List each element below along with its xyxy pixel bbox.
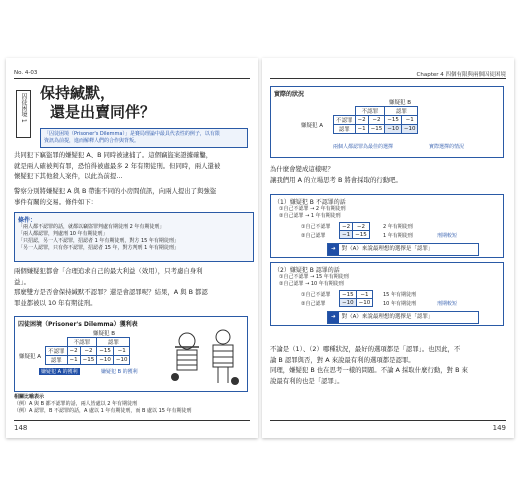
header-rule [14, 78, 250, 79]
case-2-conclusion: ➜ 對（A）來說最理想的選擇是「認罪」 [327, 311, 479, 324]
conditions-box: 條件： 「兩人都不認罪的話，就都以竊盜罪判處有期徒刑 2 年有期徒刑」 「兩人都認罪，判處刑 10 年有期徒刑」 「只招認，另一人不認罪，招認者 1 年有期徒刑，對方 15 年有期徒刑」 「另一人認罪，只有你不認罪，招認者 15 年，對方判刑 1 年有期徒刑」 [14, 212, 254, 262]
suspect-b-payoff-note: 嫌疑犯 B 的獲利 [101, 369, 138, 375]
best-choice-caption: 兩個人都認罪為最佳的選擇 [333, 144, 394, 150]
page-number: 148 [14, 424, 28, 432]
case-1-conclusion: ➜ 對（A）來說最理想的選擇是「認罪」 [327, 243, 479, 256]
payoff-figure [14, 316, 248, 392]
legend-block: 相關比喻表示 （例）A 與 B 都不認罪的話，兩人皆處以 2 年有期徒刑 （例）A 認罪，B 不認罪的話，A 處以 1 年有期徒刑，而 B 處以 15 年有期徒刑 [14, 394, 192, 414]
header-rule [270, 78, 506, 79]
actual-situation-figure [270, 86, 504, 158]
case-2-table: −15 −1 −10 −10 [339, 290, 373, 307]
conclusion-paragraph: 不論是（1）、（2）哪種狀況，最好的選項都是「認罪」。也因此，不 論 B 認罪與否，對 A 來說最有利的選項都是認罪。 同理，嫌疑犯 B 也在思考一樣的問題。不論 A 採取什麼行動，對 B 來 說最有利的也是「認罪」。 [270, 345, 468, 385]
chapter-header: Chapter 4 四個有限與兩個囚徒困境 [416, 72, 506, 78]
arrow-right-icon: ➜ [328, 244, 339, 255]
page-number-label: No. 4-03 [14, 70, 38, 76]
paragraph-2: 警察分別將嫌疑犯 A 與 B 帶進不同的小房間偵訊，向兩人提出了與強盜 事件有關的交易。條件如下： [14, 187, 217, 206]
intro-box: 「囚徒困境（Prisoner's Dilemma）」是賽局理論中最具代表性的例子，以有限 資訊為前提，進而解釋人們的合作與背叛。 [40, 128, 248, 148]
case-1-table: −2 −2 −1 −15 [339, 222, 370, 239]
suspect-a-label: 嫌疑犯 A [301, 123, 324, 129]
section-title: 實際的狀況 [274, 91, 305, 98]
side-title: 囚徒困境 1 [16, 90, 31, 138]
question-text: 為什麼會變成這樣呢？ 讓我們用 A 的立場思考 B 將會採取的行動吧。 [270, 165, 402, 184]
footer-rule [270, 420, 506, 421]
page-number: 149 [492, 424, 506, 432]
payoff-table: 不認罪 認罪 不認罪 −2 −2 −15 −1 認罪 −1 −15 −10 −10 [333, 106, 418, 134]
case-2-box: （2）嫌疑犯 B 認罪的話 ①自己不認罪 → 15 年有期徒刑 ②自己認罪 → 10 年有期徒刑 ①自己不認罪 ②自己認罪 −15 −1 −10 −10 15 年有期徒刑 10 年有期徒刑 刑期較短 ➜ 對（A）來說最理想的選擇是「認罪」 [270, 262, 504, 326]
payoff-table: 不認罪 認罪 不認罪 −2 −2 −15 −1 認罪 −1 −15 −10 −10 [45, 337, 130, 365]
left-page [6, 58, 258, 438]
arrow-right-icon: ➜ [328, 312, 339, 323]
page-title: 保持緘默， 還是出賣同伴？ [40, 84, 156, 121]
case-1-box: （1）嫌疑犯 B 不認罪的話 ①自己不認罪 → 2 年有期徒刑 ②自己認罪 → 1 年有期徒刑 ①自己不認罪 ②自己認罪 −2 −2 −1 −15 2 年有期徒刑 1 年有期徒刑 刑期較短 ➜ 對（A）來說最理想的選擇是「認罪」 [270, 194, 504, 258]
suspect-b-label: 嫌疑犯 B [389, 100, 412, 106]
actual-choice-caption: 實際選擇的情況 [429, 144, 465, 150]
paragraph-3: 兩個嫌疑犯都會「合理追求自己的最大利益（效用），只考慮自身利 益」。 那麼雙方是否會保持緘默不認罪？還是會認罪呢？結果，A 與 B 都認 罪並都被以 10 年有期徒刑。 [14, 267, 208, 307]
prisoners-illustration [165, 327, 245, 387]
paragraph-1: 共同犯下竊盜罪的嫌疑犯 A、B 同時被逮捕了。這個竊盜案證據確鑿， 就是兩人確被判有罪，恐怕得被處最多 2 年有期徒刑。但同時，兩人還被 懷疑犯下其他殺人案件，以此為前提… [14, 151, 221, 180]
suspect-a-label: 嫌疑犯 A [19, 354, 42, 360]
right-page [262, 58, 514, 438]
suspect-a-payoff-note: 嫌疑犯 A 的獲利 [41, 369, 78, 375]
footer-rule [14, 420, 250, 421]
suspect-b-label: 嫌疑犯 B [93, 331, 116, 337]
figure-title: 囚徒困境（Prisoner's Dilemma）獲利表 [18, 321, 138, 328]
